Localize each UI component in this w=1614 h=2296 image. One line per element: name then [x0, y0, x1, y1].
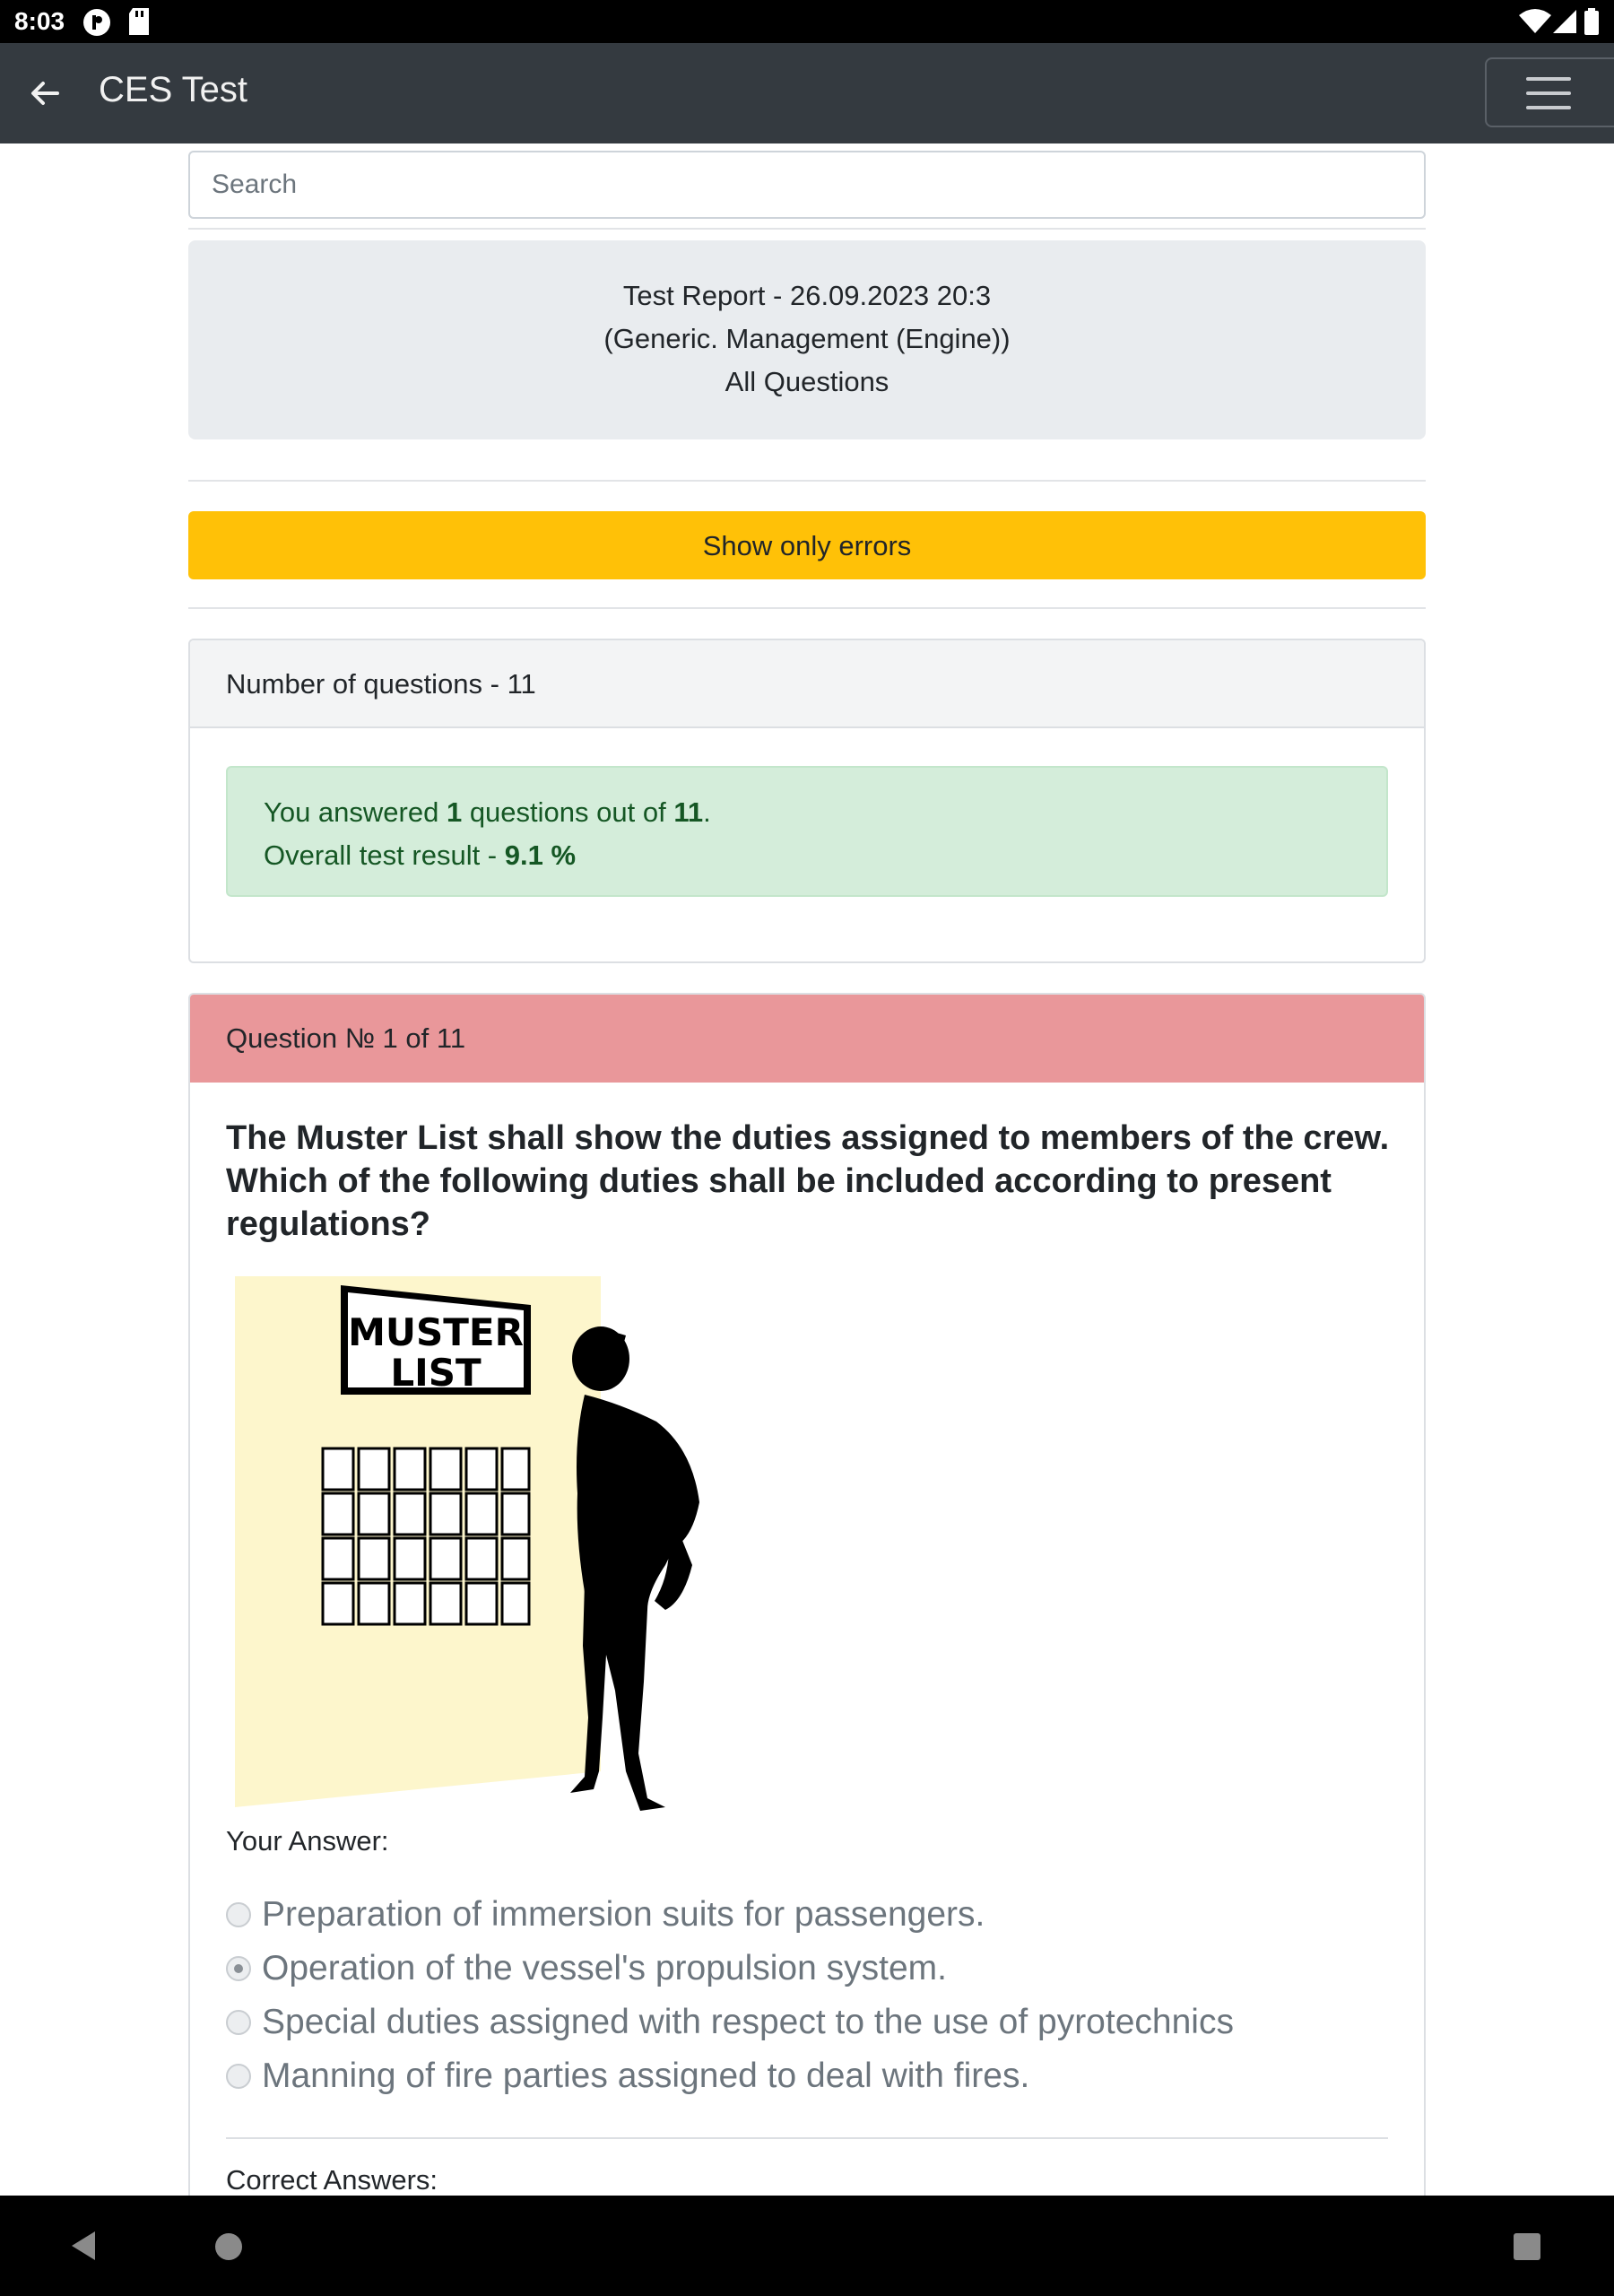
divider: [226, 2137, 1388, 2139]
correct-answers-label: Correct Answers:: [226, 2164, 438, 2196]
search-input[interactable]: [188, 151, 1426, 219]
divider: [188, 607, 1426, 609]
summary-card: [188, 639, 1426, 963]
answer-option[interactable]: Operation of the vessel's propulsion system.: [226, 1944, 947, 1994]
report-scope: All Questions: [725, 366, 889, 397]
hamburger-menu-button[interactable]: [1485, 57, 1614, 127]
total-count: 11: [673, 796, 704, 828]
answer-option[interactable]: Special duties assigned with respect to the use of pyrotechnics: [226, 1997, 1234, 2048]
sd-card-icon: [127, 8, 151, 35]
answered-summary: You answered 1 questions out of 11.: [264, 796, 711, 828]
status-time: 8:03: [14, 7, 65, 35]
result-alert: [226, 766, 1388, 897]
battery-icon: [1584, 8, 1600, 35]
app-bar: [0, 43, 1614, 144]
radio-button[interactable]: [226, 1902, 251, 1927]
radio-button[interactable]: [226, 2064, 251, 2089]
question-card: [188, 993, 1426, 2248]
question-text: The Muster List shall show the duties assigned to members of the crew. Which of the following duties shall be included according to present regulations?: [226, 1119, 1390, 1243]
radio-button-selected[interactable]: [226, 1956, 251, 1981]
question-count-header: Number of questions - 11: [190, 640, 1424, 728]
wifi-icon: [1519, 8, 1551, 35]
sign-line-2: LIST: [390, 1351, 482, 1395]
nav-recents-icon[interactable]: [1512, 2231, 1542, 2262]
answer-option[interactable]: Preparation of immersion suits for passengers.: [226, 1890, 985, 1940]
app-notification-icon: [82, 8, 111, 37]
back-arrow-icon[interactable]: [22, 70, 68, 117]
overall-result: Overall test result - 9.1 %: [264, 839, 577, 871]
app-title: CES Test: [99, 70, 247, 109]
test-report-panel: [188, 240, 1426, 439]
nav-back-icon[interactable]: [68, 2230, 99, 2262]
radio-button[interactable]: [226, 2010, 251, 2035]
question-header: Question № 1 of 11: [190, 995, 1424, 1083]
answer-option[interactable]: Manning of fire parties assigned to deal with fires.: [226, 2051, 1029, 2101]
divider: [188, 228, 1426, 230]
status-bar: [0, 0, 1614, 43]
cellular-signal-icon: [1551, 8, 1578, 35]
result-percent: 9.1 %: [504, 839, 577, 871]
hamburger-menu-icon: [1526, 77, 1571, 81]
system-navigation-bar: [0, 2196, 1614, 2296]
sign-line-1: MUSTER: [348, 1310, 524, 1354]
your-answer-label: Your Answer:: [226, 1825, 389, 1857]
muster-list-illustration: [226, 1269, 954, 1825]
divider: [188, 480, 1426, 482]
report-category: (Generic. Management (Engine)): [603, 323, 1011, 354]
answered-count: 1: [446, 796, 463, 828]
show-only-errors-button[interactable]: Show only errors: [188, 511, 1426, 579]
report-title: Test Report - 26.09.2023 20:3: [622, 280, 992, 311]
nav-home-icon[interactable]: [213, 2231, 244, 2262]
